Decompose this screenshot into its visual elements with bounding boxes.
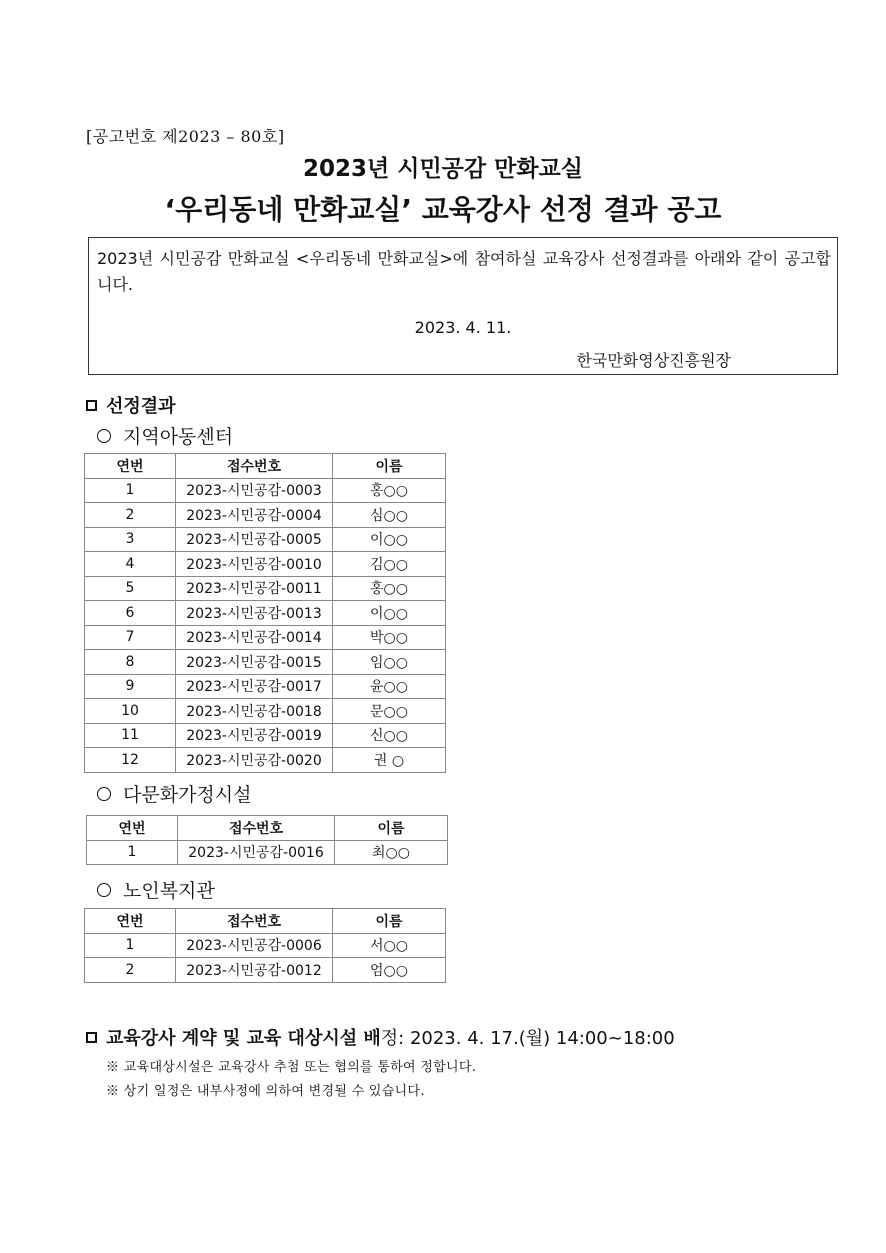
group-heading: 지역아동센터: [97, 422, 233, 449]
table-cell: 10: [85, 699, 176, 724]
circle-bullet-icon: [97, 787, 111, 801]
table-row: [85, 576, 446, 601]
table-cell: 권 ○: [333, 748, 446, 773]
table-row: [85, 478, 446, 503]
table-row: [85, 723, 446, 748]
table-row: [85, 625, 446, 650]
notice-number: [공고번호 제2023 – 80호]: [86, 127, 285, 146]
table-cell: 9: [85, 674, 176, 699]
intro-text: 2023년 시민공감 만화교실 <우리동네 만화교실>에 참여하실 교육강사 선정결과를 아래와 같이 공고합니다.: [97, 249, 831, 294]
table-row: [85, 958, 446, 983]
table-cell: 6: [85, 601, 176, 626]
table-cell: 1: [87, 840, 178, 865]
group-heading: 다문화가정시설: [97, 780, 251, 807]
table-cell: 2023-시민공감-0014: [176, 625, 333, 650]
table-cell: 2023-시민공감-0011: [176, 576, 333, 601]
table-cell: 홍○○: [333, 576, 446, 601]
table-row: [85, 748, 446, 773]
header-cell: 접수번호: [176, 909, 333, 934]
table-row: [87, 840, 448, 865]
table-cell: 2023-시민공감-0015: [176, 650, 333, 675]
table-cell: 3: [85, 527, 176, 552]
table-cell: 2023-시민공감-0012: [176, 958, 333, 983]
header-cell: 연번: [85, 454, 176, 479]
table-row: [85, 503, 446, 528]
table-header-row: [85, 454, 446, 479]
results-table-1: [84, 453, 446, 773]
table-row: [85, 527, 446, 552]
square-bullet-icon: [86, 400, 97, 411]
table-cell: 7: [85, 625, 176, 650]
table-cell: 2023-시민공감-0005: [176, 527, 333, 552]
table-row: [85, 650, 446, 675]
table-cell: 이○○: [333, 601, 446, 626]
square-bullet-icon: [86, 1032, 97, 1043]
table-cell: 윤○○: [333, 674, 446, 699]
intro-date: 2023. 4. 11.: [414, 318, 512, 337]
header-cell: 이름: [333, 909, 446, 934]
note-line: ※ 교육대상시설은 교육강사 추첨 또는 협의를 통하여 정합니다.: [106, 1060, 477, 1075]
table-cell: 이○○: [333, 527, 446, 552]
intro-box: [88, 237, 838, 375]
circle-bullet-icon: [97, 883, 111, 897]
table-cell: 홍○○: [333, 478, 446, 503]
table-cell: 2: [85, 958, 176, 983]
table-cell: 2023-시민공감-0003: [176, 478, 333, 503]
table-cell: 8: [85, 650, 176, 675]
table-cell: 2023-시민공감-0006: [176, 933, 333, 958]
header-cell: 접수번호: [176, 454, 333, 479]
table-cell: 2: [85, 503, 176, 528]
table-cell: 12: [85, 748, 176, 773]
header-cell: 이름: [333, 454, 446, 479]
results-table-2: [86, 815, 448, 865]
table-cell: 김○○: [333, 552, 446, 577]
table-cell: 1: [85, 478, 176, 503]
header-cell: 연번: [87, 816, 178, 841]
title-line-2: ‘우리동네 만화교실’ 교육강사 선정 결과 공고: [164, 193, 722, 226]
table-cell: 엄○○: [333, 958, 446, 983]
table-cell: 2023-시민공감-0020: [176, 748, 333, 773]
header-cell: 접수번호: [178, 816, 335, 841]
table-cell: 최○○: [335, 840, 448, 865]
table-row: [85, 933, 446, 958]
table-cell: 2023-시민공감-0004: [176, 503, 333, 528]
table-cell: 5: [85, 576, 176, 601]
table-cell: 2023-시민공감-0018: [176, 699, 333, 724]
table-header-row: [85, 909, 446, 934]
table-cell: 2023-시민공감-0017: [176, 674, 333, 699]
table-cell: 4: [85, 552, 176, 577]
table-cell: 박○○: [333, 625, 446, 650]
table-cell: 2023-시민공감-0013: [176, 601, 333, 626]
table-row: [85, 552, 446, 577]
header-cell: 이름: [335, 816, 448, 841]
group-heading: 노인복지관: [97, 876, 215, 903]
results-table-3: [84, 908, 446, 983]
title-line-1: 2023년 시민공감 만화교실: [303, 156, 583, 182]
header-cell: 연번: [85, 909, 176, 934]
circle-bullet-icon: [97, 429, 111, 443]
table-header-row: [87, 816, 448, 841]
table-cell: 11: [85, 723, 176, 748]
table-cell: 문○○: [333, 699, 446, 724]
table-cell: 임○○: [333, 650, 446, 675]
table-row: [85, 601, 446, 626]
table-cell: 서○○: [333, 933, 446, 958]
note-line: ※ 상기 일정은 내부사정에 의하여 변경될 수 있습니다.: [106, 1084, 425, 1099]
table-row: [85, 674, 446, 699]
table-row: [85, 699, 446, 724]
table-cell: 신○○: [333, 723, 446, 748]
table-cell: 2023-시민공감-0010: [176, 552, 333, 577]
intro-organization: 한국만화영상진흥원장: [576, 351, 731, 370]
table-cell: 1: [85, 933, 176, 958]
table-cell: 심○○: [333, 503, 446, 528]
section-heading-results: 선정결과: [86, 392, 176, 418]
table-cell: 2023-시민공감-0019: [176, 723, 333, 748]
section-heading-schedule: 교육강사 계약 및 교육 대상시설 배정: 2023. 4. 17.(월) 14:00~18:00: [86, 1024, 675, 1050]
table-cell: 2023-시민공감-0016: [178, 840, 335, 865]
